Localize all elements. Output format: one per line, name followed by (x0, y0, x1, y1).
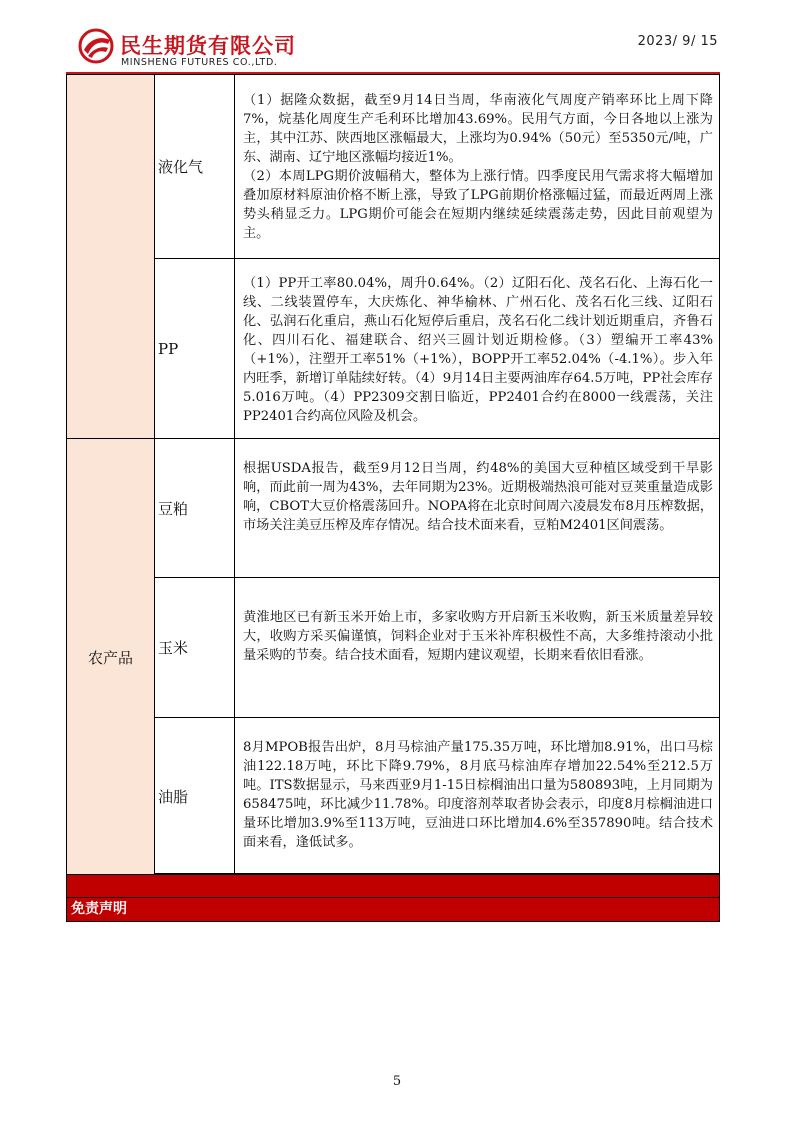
minsheng-logo-icon (78, 28, 114, 64)
content-cell-pp: （1）PP开工率80.04%，周升0.64%。（2）辽阳石化、茂名石化、上海石化一线、二线装置停车，大庆炼化、神华榆林、广州石化、茂名石化三线、辽阳石化、弘润石化重启，燕山石化短停后重启，茂名石化二线计划近期重启，齐鲁石化、四川石化、福建联合、绍兴三圆计划近期检修。（3）塑编开工率43%（+1%），注塑开工率51%（+1%），BOPP开工率52.04%（-4.1%）。步入年内旺季，新增订单陆续好转。（4）9月14日主要两油库存64.5万吨，PP社会库存5.016万吨。（4）PP2309交割日临近，PP2401合约在8000一线震荡，关注PP2401合约高位风险及机会。 (243, 276, 713, 424)
content-cell-corn: 黄淮地区已有新玉米开始上市，多家收购方开启新玉米收购，新玉米质量差异较大，收购方采买偏谨慎，饲料企业对于玉米补库积极性不高，大多维持滚动小批量采购的节奏。结合技术面看，短期内建议观望，长期来看依旧看涨。 (243, 610, 713, 663)
commodity-table (66, 74, 720, 874)
product-cell-oils: 油脂 (155, 718, 235, 875)
report-date: 2023/ 9/ 15 (637, 34, 718, 49)
content-cell-soymeal: 根据USDA报告，截至9月12日当周，约48%的美国大豆种植区域受到干旱影响，而此前一周为43%，去年同期为23%。近期极端热浪可能对豆荚重量造成影响，CBOT大豆价格震荡回升。NOPA将在北京时间周六凌晨发布8月压榨数据，市场关注美豆压榨及库存情况。结合技术面来看，豆粕M2401区间震荡。 (243, 461, 713, 533)
product-cell-lpg: 液化气 (155, 75, 235, 258)
red-separator-band (66, 874, 720, 898)
content-cell-oils: 8月MPOB报告出炉，8月马棕油产量175.35万吨，环比增加8.91%，出口马棕油122.18万吨，环比下降9.79%，8月底马棕油库存增加22.54%至212.5万吨。ITS数据显示，马来西亚9月1-15日棕榈油出口量为580893吨，上月同期为658475吨，环比减少11.78%。印度溶剂萃取者协会表示，印度8月棕榈油进口量环比增加3.9%至113万吨，豆油进口环比增加4.6%至357890吨。结合技术面来看，逢低试多。 (243, 740, 713, 850)
category-cell (67, 75, 155, 438)
content-cell-lpg: （1）据隆众数据，截至9月14日当周，华南液化气周度产销率环比上周下降7%，烷基化周度生产毛利环比增加43.69%。民用气方面，今日各地以上涨为主，其中江苏、陕西地区涨幅最大，上涨均为0.94%（50元）至5350元/吨，广东、湖南、辽宁地区涨幅均接近1%。 （2）本周LPG期价波幅稍大，整体为上涨行情。四季度民用气需求将大幅增加叠加原材料原油价格不断上涨，导致了LPG前期价格涨幅过猛，而最近两周上涨势头稍显乏力。LPG期价可能会在短期内继续延续震荡走势，因此目前观望为主。 (243, 93, 713, 241)
company-name-en: MINSHENG FUTURES CO.,LTD. (121, 57, 278, 68)
product-cell-soymeal: 豆粕 (155, 439, 235, 577)
category-cell-agri: 农产品 (67, 438, 155, 875)
page-header (0, 0, 794, 80)
product-cell-corn: 玉米 (155, 578, 235, 717)
product-cell-pp: PP (155, 259, 235, 438)
page-number: 5 (392, 1074, 402, 1089)
disclaimer-heading: 免责声明 (66, 898, 720, 922)
company-name-cn: 民生期货有限公司 (120, 34, 296, 58)
